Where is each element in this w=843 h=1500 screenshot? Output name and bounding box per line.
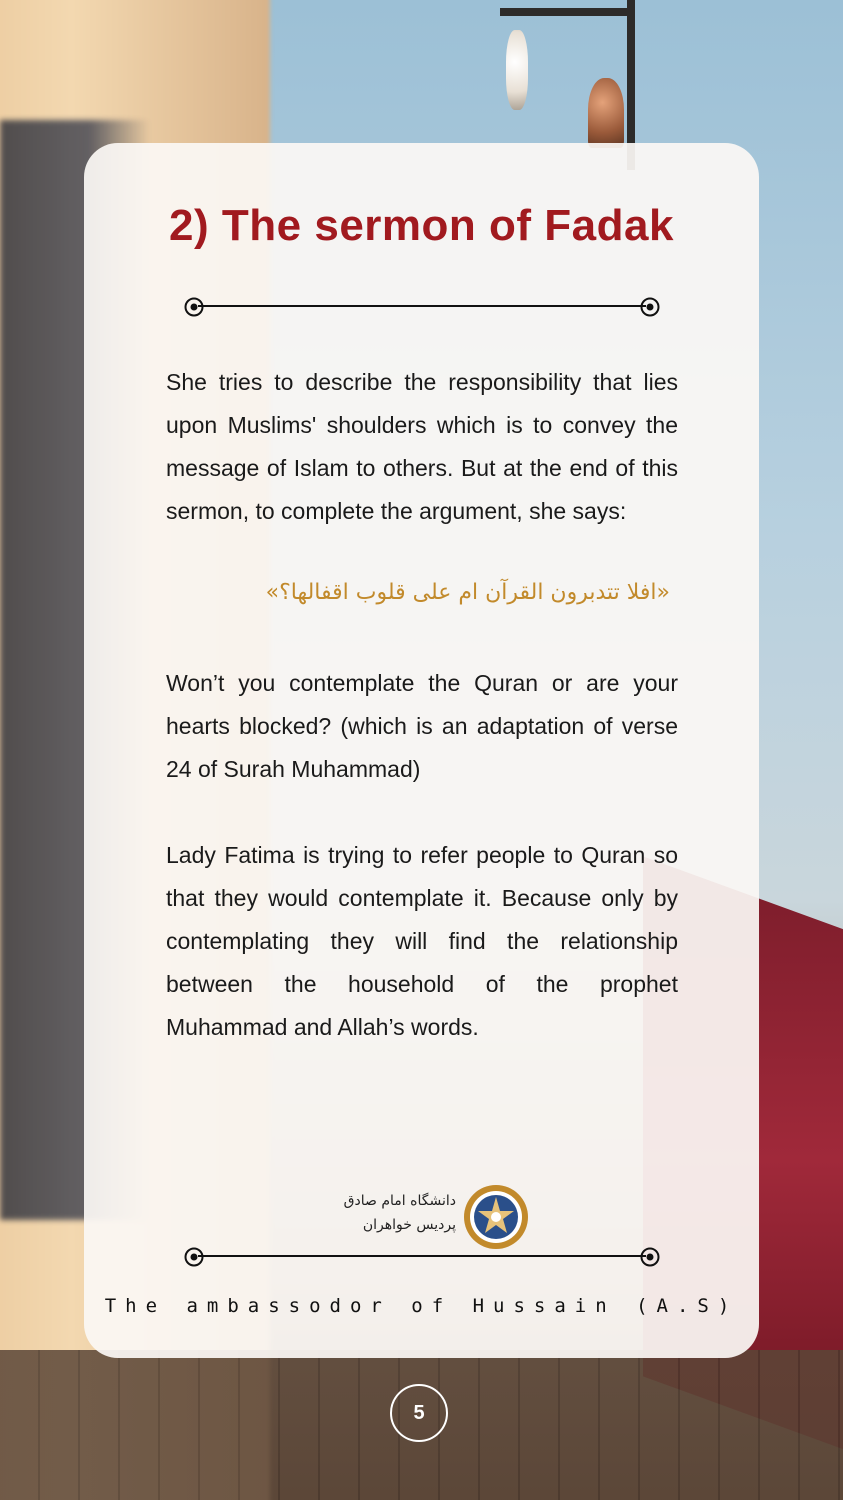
paragraph-intro: She tries to describe the responsibility that lies upon Muslims' shoulders which is to convey the message of Islam to others. But at the end of this sermon, to complete the argument, she says: <box>166 369 678 524</box>
top-divider <box>184 295 660 325</box>
page-number: 5 <box>390 1384 448 1442</box>
divider-dot-icon <box>640 1247 660 1267</box>
divider-dot-icon <box>184 1247 204 1267</box>
arabic-quote: «افلا تتدبرون القرآن ام علی قلوب اقفالها؟» <box>265 580 670 605</box>
background-bulb <box>506 30 528 110</box>
background-dome-finial <box>588 78 624 148</box>
university-emblem-icon <box>462 1183 530 1251</box>
content-card <box>84 143 759 1358</box>
page-title: 2) The sermon of Fadak <box>169 201 674 250</box>
background-lamp-arm <box>500 8 634 16</box>
footer-tagline: The ambassodor of Hussain (A.S) <box>104 1295 739 1317</box>
divider-dot-icon <box>640 297 660 317</box>
paragraph-explanation: Lady Fatima is trying to refer people to Quran so that they would contemplate it. Because only by contemplating they will find the relationship between the household of the prophet Muhammad and Allah’s words. <box>166 842 678 1040</box>
paragraph-translation: Won’t you contemplate the Quran or are your hearts blocked? (which is an adaptation of verse 24 of Surah Muhammad) <box>166 670 678 782</box>
bottom-divider <box>184 1245 660 1275</box>
logo-text: دانشگاه امام صادق پردیس خواهران <box>343 1193 456 1233</box>
divider-dot-icon <box>184 297 204 317</box>
